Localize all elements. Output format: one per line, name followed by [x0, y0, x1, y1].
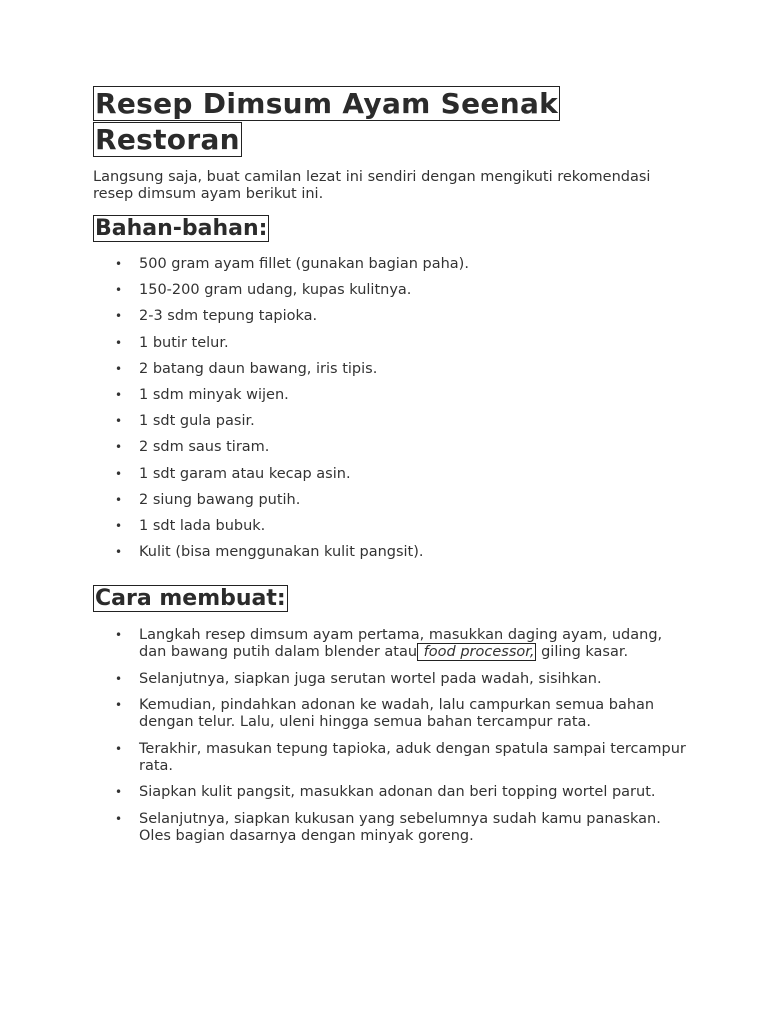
list-item — [93, 784, 687, 801]
list-item — [93, 361, 683, 387]
ingredient-text: 1 sdt garam atau kecap asin. — [139, 465, 351, 482]
ingredient-text: 2-3 sdm tepung tapioka. — [139, 308, 318, 325]
bullet-icon: • — [115, 283, 123, 298]
step-text: Kemudian, pindahkan adonan ke wadah, lalu campurkan semua bahan dengan telur. Lalu, uleni hingga semua bahan tercampur rata. — [139, 697, 655, 731]
bullet-icon: • — [115, 811, 123, 826]
list-item — [93, 466, 683, 492]
list-item — [93, 627, 687, 661]
food-processor-term: food processor, — [419, 644, 535, 661]
step-text: Terakhir, masukan tepung tapioka, aduk dengan spatula sampai tercampur rata. — [139, 740, 686, 774]
list-item — [93, 671, 687, 688]
bullet-icon: • — [115, 545, 123, 560]
list-item — [93, 741, 687, 775]
list-item — [93, 335, 683, 361]
bullet-icon: • — [115, 466, 123, 481]
step-text: Selanjutnya, siapkan kukusan yang sebelumnya sudah kamu panaskan. Oles bagian dasarnya dengan minyak goreng. — [139, 810, 661, 844]
ingredient-text: 2 sdm saus tiram. — [139, 439, 270, 456]
bullet-icon: • — [115, 414, 123, 429]
ingredients-heading-text: Bahan-bahan: — [95, 216, 268, 241]
ingredient-text: 1 sdt gula pasir. — [139, 413, 255, 430]
list-item — [93, 256, 683, 282]
list-item — [93, 282, 683, 308]
bullet-icon: • — [115, 492, 123, 507]
list-item — [93, 387, 683, 413]
ingredient-text: 150-200 gram udang, kupas kulitnya. — [139, 282, 412, 299]
step-text: Siapkan kulit pangsit, masukkan adonan dan beri topping wortel parut. — [139, 784, 656, 801]
page-title-text: Resep Dimsum Ayam Seenak Restoran — [95, 87, 559, 156]
ingredient-text: 1 sdm minyak wijen. — [139, 386, 289, 403]
ingredient-text: 2 siung bawang putih. — [139, 491, 301, 508]
bullet-icon: • — [115, 785, 123, 800]
step-text: Selanjutnya, siapkan juga serutan wortel pada wadah, sisihkan. — [139, 670, 602, 687]
steps-heading — [93, 586, 683, 612]
list-item — [93, 811, 687, 845]
ingredients-list — [93, 256, 683, 570]
steps-list — [93, 627, 686, 845]
bullet-icon: • — [115, 257, 123, 271]
ingredients-heading — [93, 216, 683, 242]
ingredient-text: 1 butir telur. — [139, 334, 229, 351]
steps-heading-text: Cara membuat: — [95, 586, 286, 612]
ingredient-text: 2 batang daun bawang, iris tipis. — [139, 360, 378, 377]
ingredient-text: 500 gram ayam fillet (gunakan bagian paha). — [139, 256, 469, 272]
list-item — [93, 544, 683, 570]
article — [93, 86, 686, 854]
bullet-icon: • — [115, 671, 123, 686]
intro-paragraph: Langsung saja, buat camilan lezat ini sendiri dengan mengikuti rekomendasi resep dimsum ayam berikut ini. — [93, 169, 651, 202]
ingredient-text: Kulit (bisa menggunakan kulit pangsit). — [139, 544, 424, 561]
list-item — [93, 413, 683, 439]
step-text: Langkah resep dimsum ayam pertama, masukkan daging ayam, udang, dan bawang putih dalam blender atau — [139, 627, 663, 661]
bullet-icon: • — [115, 335, 123, 350]
page-title — [93, 86, 683, 158]
bullet-icon: • — [115, 518, 123, 533]
bullet-icon: • — [115, 628, 123, 643]
bullet-icon: • — [115, 741, 123, 756]
list-item — [93, 492, 683, 518]
list-item — [93, 518, 683, 544]
bullet-icon: • — [115, 309, 123, 324]
bullet-icon: • — [115, 387, 123, 402]
bullet-icon: • — [115, 440, 123, 455]
bullet-icon: • — [115, 361, 123, 376]
list-item — [93, 308, 683, 334]
bullet-icon: • — [115, 698, 123, 713]
list-item — [93, 439, 683, 465]
ingredient-text: 1 sdt lada bubuk. — [139, 517, 266, 534]
step-text: giling kasar. — [536, 644, 629, 661]
list-item — [93, 697, 687, 731]
